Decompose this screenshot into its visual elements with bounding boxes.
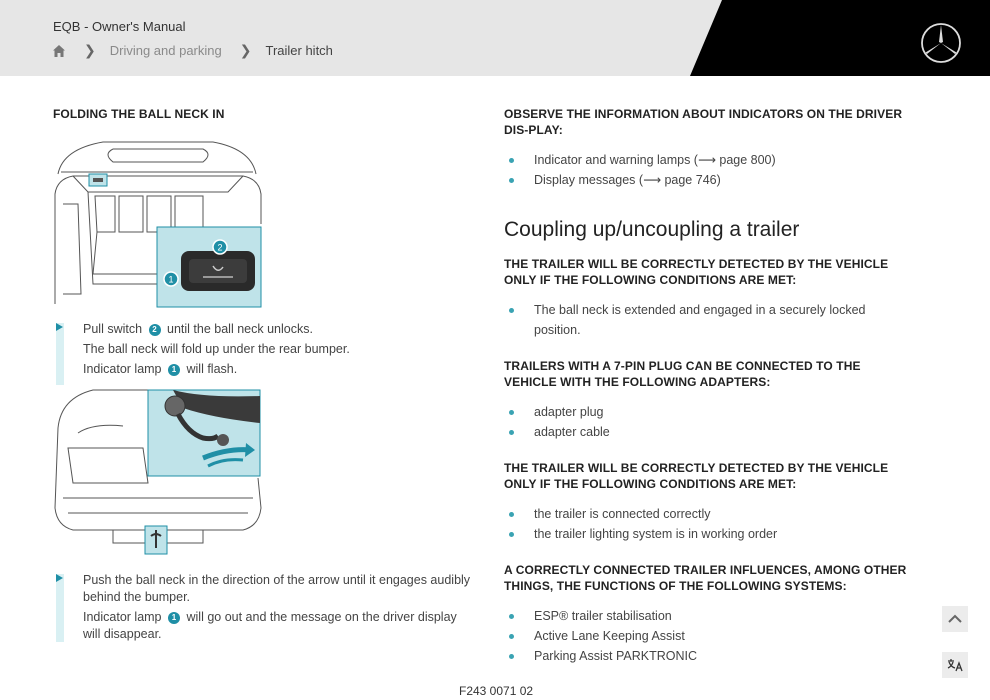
breadcrumb-link-driving[interactable]: Driving and parking — [109, 43, 222, 58]
breadcrumb-current: Trailer hitch — [265, 43, 333, 58]
step-text: Push the ball neck in the direction of the arrow until it engages audibly behind the bumper. — [83, 573, 471, 604]
chevron-right-icon: ❯ — [239, 42, 252, 58]
section-heading: FOLDING THE BALL NECK IN — [53, 107, 225, 121]
section-heading: A CORRECTLY CONNECTED TRAILER INFLUENCES, AMONG OTHER THINGS, THE FUNCTIONS OF THE FOLLOWING SYSTEMS: — [504, 563, 907, 593]
list-item: adapter plug — [504, 402, 914, 422]
observe-list — [504, 150, 914, 190]
chevron-right-icon: ❯ — [84, 42, 96, 58]
callout-badge: 2 — [149, 324, 161, 336]
step-bar — [56, 574, 64, 642]
instruction-step-2 — [53, 572, 473, 643]
translate-icon — [947, 658, 963, 672]
ball-neck-illustration — [53, 388, 263, 558]
list-item: Parking Assist PARKTRONIC — [504, 646, 914, 666]
step-arrow-icon — [56, 323, 63, 331]
section-heading: THE TRAILER WILL BE CORRECTLY DETECTED BY THE VEHICLE ONLY IF THE FOLLOWING CONDITIONS ARE MET: — [504, 461, 889, 491]
scroll-to-top-button[interactable] — [942, 606, 968, 632]
list-item: ESP® trailer stabilisation — [504, 606, 914, 626]
callout-badge: 1 — [168, 364, 180, 376]
list-item[interactable]: Display messages (⟶ page 746) — [504, 170, 914, 190]
home-icon[interactable] — [52, 44, 66, 58]
list-item: the trailer is connected correctly — [504, 504, 914, 524]
mercedes-star-logo[interactable] — [920, 22, 962, 64]
chevron-up-icon — [948, 614, 962, 624]
instruction-step-1 — [53, 321, 473, 378]
step-text: Indicator lamp — [83, 362, 162, 376]
section-heading: OBSERVE THE INFORMATION ABOUT INDICATORS ON THE DRIVER DIS-PLAY: — [504, 107, 903, 137]
step-text: Pull switch — [83, 322, 143, 336]
trunk-illustration — [53, 134, 263, 309]
page-title: Coupling up/uncoupling a trailer — [504, 218, 800, 241]
step-text: Indicator lamp — [83, 610, 162, 624]
figure-trunk-switch — [53, 134, 263, 309]
conditions-list — [504, 300, 914, 340]
step-text: will flash. — [186, 362, 238, 376]
section-heading: TRAILERS WITH A 7-PIN PLUG CAN BE CONNECTED TO THE VEHICLE WITH THE FOLLOWING ADAPTERS: — [504, 359, 861, 389]
callout-badge: 1 — [168, 612, 180, 624]
figure-code: F243 0071 02 — [459, 684, 534, 698]
step-text: until the ball neck unlocks. — [167, 322, 313, 336]
callout-1: 1 — [168, 274, 174, 285]
list-item: adapter cable — [504, 422, 914, 442]
conditions-list — [504, 504, 914, 544]
page-header — [0, 0, 990, 76]
step-text: will go out and the message on the driver display will disappear. — [83, 610, 457, 641]
step-arrow-icon — [56, 574, 63, 582]
right-column — [504, 106, 914, 680]
figure-ball-neck — [53, 388, 263, 558]
left-column — [53, 106, 473, 646]
callout-2: 2 — [217, 242, 223, 253]
manual-title: EQB - Owner's Manual — [53, 19, 186, 34]
list-item: the trailer lighting system is in working order — [504, 524, 914, 544]
language-button[interactable] — [942, 652, 968, 678]
list-item[interactable]: Indicator and warning lamps (⟶ page 800) — [504, 150, 914, 170]
list-item: The ball neck is extended and engaged in a securely locked position. — [504, 300, 914, 340]
step-result: The ball neck will fold up under the rear bumper. — [83, 342, 350, 356]
section-heading: THE TRAILER WILL BE CORRECTLY DETECTED BY THE VEHICLE ONLY IF THE FOLLOWING CONDITIONS ARE MET: — [504, 257, 889, 287]
adapters-list — [504, 402, 914, 442]
step-bar — [56, 323, 64, 385]
list-item: Active Lane Keeping Assist — [504, 626, 914, 646]
breadcrumb — [52, 42, 333, 59]
systems-list — [504, 606, 914, 666]
